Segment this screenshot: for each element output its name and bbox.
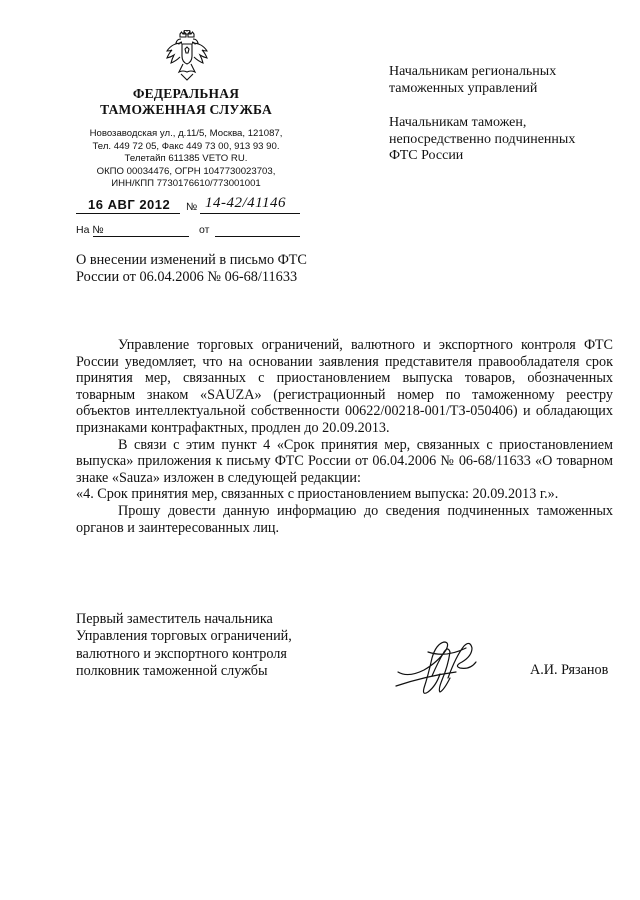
registration-date: 16 АВГ 2012 <box>88 197 171 212</box>
reference-number-label: На № <box>76 224 104 236</box>
subject-line2: России от 06.04.2006 № 06-68/11633 <box>76 269 298 285</box>
body-paragraph: В связи с этим пункт 4 «Срок принятия мер, связанных с приостановлением выпуска» приложения к письму ФТС России от 06.04.2006 № 06-68/11633 «О товарном знаке «Sauza» изложен в следующей редакции: <box>76 436 613 486</box>
body-paragraph: Прошу довести данную информацию до сведения подчиненных таможенных органов и заинтересованных лиц. <box>76 502 613 536</box>
subject-line1: О внесении изменений в письмо ФТС <box>76 252 307 268</box>
letter-body <box>76 337 613 536</box>
reference-number-underline <box>93 236 189 237</box>
signatory-position <box>76 611 356 680</box>
addressee-line: непосредственно подчиненных <box>389 131 576 147</box>
date-underline <box>76 213 180 214</box>
addressee-line: таможенных управлений <box>389 80 538 96</box>
body-paragraph: Управление торговых ограничений, валютного и экспортного контроля ФТС России уведомляет, что на основании заявления представителя правообладателя срок принятия мер, связанных с приостановлением выпуска товаров, обозначенных товарным знаком «SAUZA» (регистрационный номер по таможенному реестру объектов интеллектуальной собственности 00622/00218-001/ТЗ-050406) и обладающих признаками контрафактных, продлен до 20.09.2013. <box>76 337 613 436</box>
addressee-line: Начальникам таможен, <box>389 115 527 130</box>
addressee-line: ФТС России <box>389 148 464 163</box>
address-line: Тел. 449 72 05, Факс 449 73 00, 913 93 90. <box>92 140 280 152</box>
handwritten-signature <box>392 632 484 710</box>
position-line: Первый заместитель начальника <box>76 611 273 627</box>
reference-date-label: от <box>199 224 210 236</box>
reference-date-underline <box>215 236 300 237</box>
agency-name-line2: ТАМОЖЕННАЯ СЛУЖБА <box>100 102 272 117</box>
addressee-group-customs <box>389 115 609 165</box>
addressee-line: Начальникам региональных <box>389 64 557 79</box>
letter-subject <box>76 252 336 286</box>
addressee-block <box>389 64 609 183</box>
agency-name <box>60 86 312 118</box>
agency-name-line1: ФЕДЕРАЛЬНАЯ <box>132 86 240 101</box>
address-line: ИНН/КПП 7730176610/773001001 <box>111 178 261 190</box>
number-label: № <box>186 201 198 213</box>
position-line: Управления торговых ограничений, <box>76 628 292 645</box>
address-line: Телетайп 611385 VETO RU. <box>124 153 248 165</box>
double-headed-eagle-icon <box>165 30 209 82</box>
address-line: ОКПО 00034476, ОГРН 1047730023703, <box>96 165 276 177</box>
number-underline <box>200 213 300 214</box>
position-line: полковник таможенной службы <box>76 662 268 679</box>
addressee-group-regional <box>389 64 609 97</box>
agency-address <box>60 128 312 191</box>
address-line: Новозаводская ул., д.11/5, Москва, 121087, <box>89 128 283 139</box>
registration-number: 14-42/41146 <box>205 195 287 211</box>
signatory-name: А.И. Рязанов <box>530 662 609 678</box>
body-paragraph: «4. Срок принятия мер, связанных с приостановлением выпуска: 20.09.2013 г.». <box>76 486 559 503</box>
position-line: валютного и экспортного контроля <box>76 645 287 662</box>
